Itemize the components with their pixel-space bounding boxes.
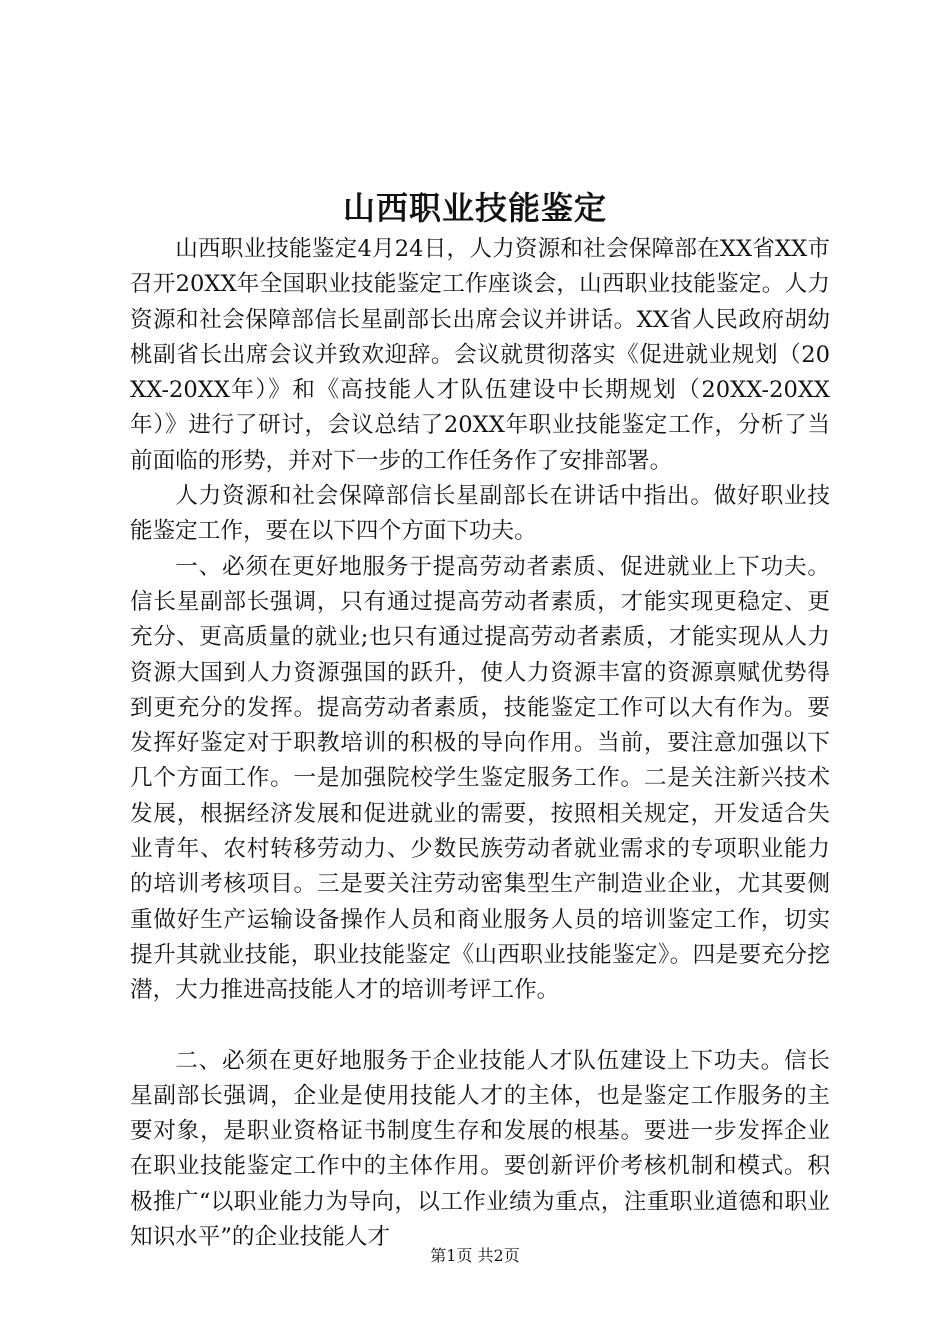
paragraph-speech-summary: 人力资源和社会保障部信长星副部长在讲话中指出。做好职业技能鉴定工作，要在以下四个方面下功夫。 [130, 483, 830, 545]
paragraph-intro: 山西职业技能鉴定4月24日，人力资源和社会保障部在XX省XX市召开20XX年全国职业技能鉴定工作座谈会，山西职业技能鉴定。人力资源和社会保障部信长星副部长出席会议并讲话。XX省人民政府胡幼桃副省长出席会议并致欢迎辞。会议就贯彻落实《促进就业规划（20XX-20XX年）》和《高技能人才队伍建设中长期规划（20XX-20XX年）》进行了研讨，会议总结了20XX年职业技能鉴定工作，分析了当前面临的形势，并对下一步的工作任务作了安排部署。 [130, 236, 830, 474]
document-title: 山西职业技能鉴定 [342, 189, 607, 227]
paragraph-point-one: 一、必须在更好地服务于提高劳动者素质、促进就业上下功夫。信长星副部长强调，只有通过提高劳动者素质，才能实现更稳定、更充分、更高质量的就业;也只有通过提高劳动者素质，才能实现从人力资源大国到人力资源强国的跃升，使人力资源丰富的资源禀赋优势得到更充分的发挥。提高劳动者素质，技能鉴定工作可以大有作为。要发挥好鉴定对于职教培训的积极的导向作用。当前，要注意加强以下几个方面工作。一是加强院校学生鉴定服务工作。二是关注新兴技术发展，根据经济发展和促进就业的需要，按照相关规定，开发适合失业青年、农村转移劳动力、少数民族劳动者就业需求的专项职业能力的培训考核项目。三是要关注劳动密集型生产制造业企业，尤其要侧重做好生产运输设备操作人员和商业服务人员的培训鉴定工作，切实提升其就业技能，职业技能鉴定《山西职业技能鉴定》。四是要充分挖潜，大力推进高技能人才的培训考评工作。 [130, 553, 830, 1004]
page-number-footer: 第1页 共2页 [430, 1246, 520, 1265]
document-body [130, 232, 830, 1255]
paragraph-point-two: 二、必须在更好地服务于企业技能人才队伍建设上下功夫。信长星副部长强调，企业是使用技能人才的主体，也是鉴定工作服务的主要对象，是职业资格证书制度生存和发展的根基。要进一步发挥企业在职业技能鉴定工作中的主体作用。要创新评价考核机制和模式。积极推广“以职业能力为导向，以工作业绩为重点，注重职业道德和职业知识水平”的企业技能人才 [130, 1047, 830, 1251]
